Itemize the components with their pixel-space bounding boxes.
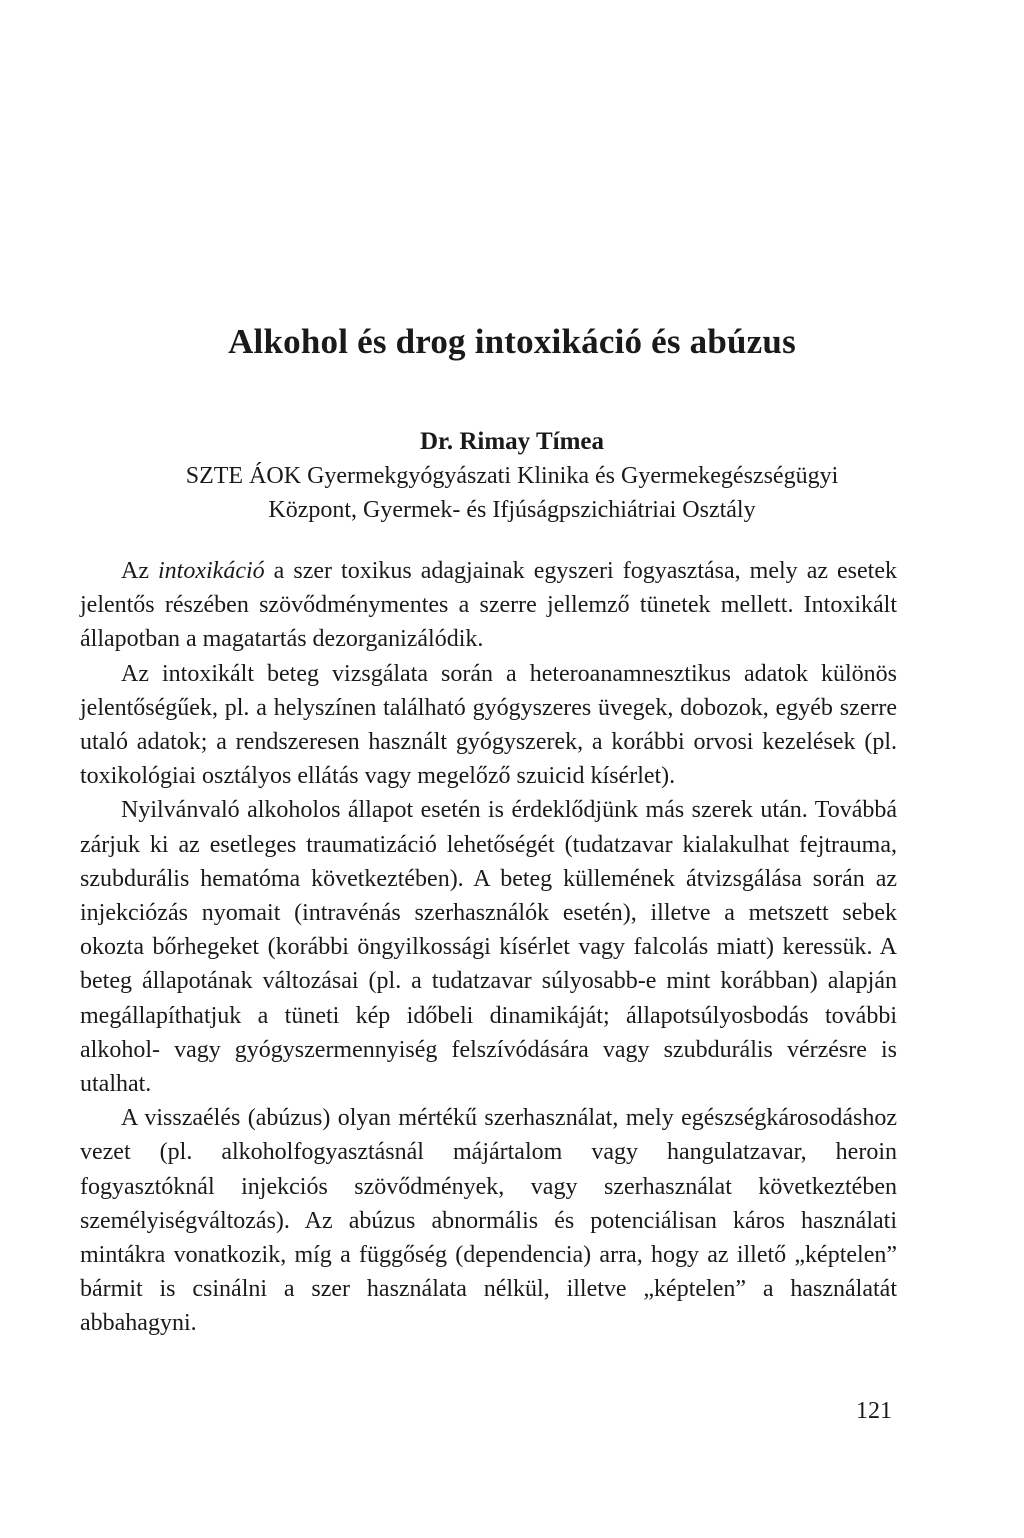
author-name: Dr. Rimay Tímea bbox=[419, 428, 605, 455]
paragraph-1 bbox=[80, 554, 897, 657]
paragraph-2: Az intoxikált beteg vizsgálata során a heteroanamnesztikus adatok különös jelentőségűek, pl. a helyszínen található gyógyszeres üvegek, dobozok, egyéb szerre utaló adatok; a rendszeresen használt gyógyszerek, a korábbi orvosi kezelések (pl. toxikológiai osztályos ellátás vagy megelőző szuicid kísérlet). bbox=[80, 660, 897, 790]
paragraph-4: A visszaélés (abúzus) olyan mértékű szerhasználat, mely egészségkárosodáshoz vezet (pl. alkoholfogyasztásnál májártalom vagy hangulatzavar, heroin fogyasztóknál injekciós szövődmények, vagy szerhasználat következtében személyiségváltozás). Az abúzus abnormális és potenciálisan káros használati mintákra vonatkozik, míg a függőség (dependencia) arra, hogy az illető „képtelen” bármit is csinálni a szer használata nélkül, illetve „képtelen” a használatát abbahagyni. bbox=[80, 1105, 897, 1337]
document-title: Alkohol és drog intoxikáció és abúzus bbox=[228, 322, 796, 361]
author-block bbox=[80, 425, 944, 527]
affiliation-line-2: Központ, Gyermek- és Ifjúságpszichiátriai Osztály bbox=[268, 497, 756, 523]
affiliation-line-1: SZTE ÁOK Gyermekgyógyászati Klinika és Gyermekegészségügyi bbox=[185, 463, 839, 489]
page-number: 121 bbox=[856, 1398, 892, 1424]
body-text bbox=[80, 554, 897, 1341]
p1-after: a szer toxikus adagjainak egyszeri fogyasztása, mely az esetek jelentős részében szövődménymentes a szerre jellemző tünetek mellett. Intoxikált állapotban a magatartás dezorganizálódik. bbox=[80, 558, 897, 653]
p1-term: intoxikáció bbox=[158, 558, 265, 584]
paragraph-3: Nyilvánvaló alkoholos állapot esetén is érdeklődjünk más szerek után. Továbbá zárjuk ki az esetleges traumatizáció lehetőségét (tudatzavar kialakulhat fejtrauma, szubdurális hematóma következtében). A beteg küllemének átvizsgálása során az injekciózás nyomait (intravénás szerhasználók esetén), illetve a metszett sebek okozta bőrhegeket (korábbi öngyilkossági kísérlet vagy falcolás miatt) keressük. A beteg állapotának változásai (pl. a tudatzavar súlyosabb-e mint korábban) alapján megállapíthatjuk a tüneti kép időbeli dinamikáját; állapotsúlyosbodás további alkohol- vagy gyógyszermennyiség felszívódására vagy szubdurális vérzésre is utalhat. bbox=[80, 797, 897, 1098]
p1-before: Az bbox=[121, 558, 159, 584]
